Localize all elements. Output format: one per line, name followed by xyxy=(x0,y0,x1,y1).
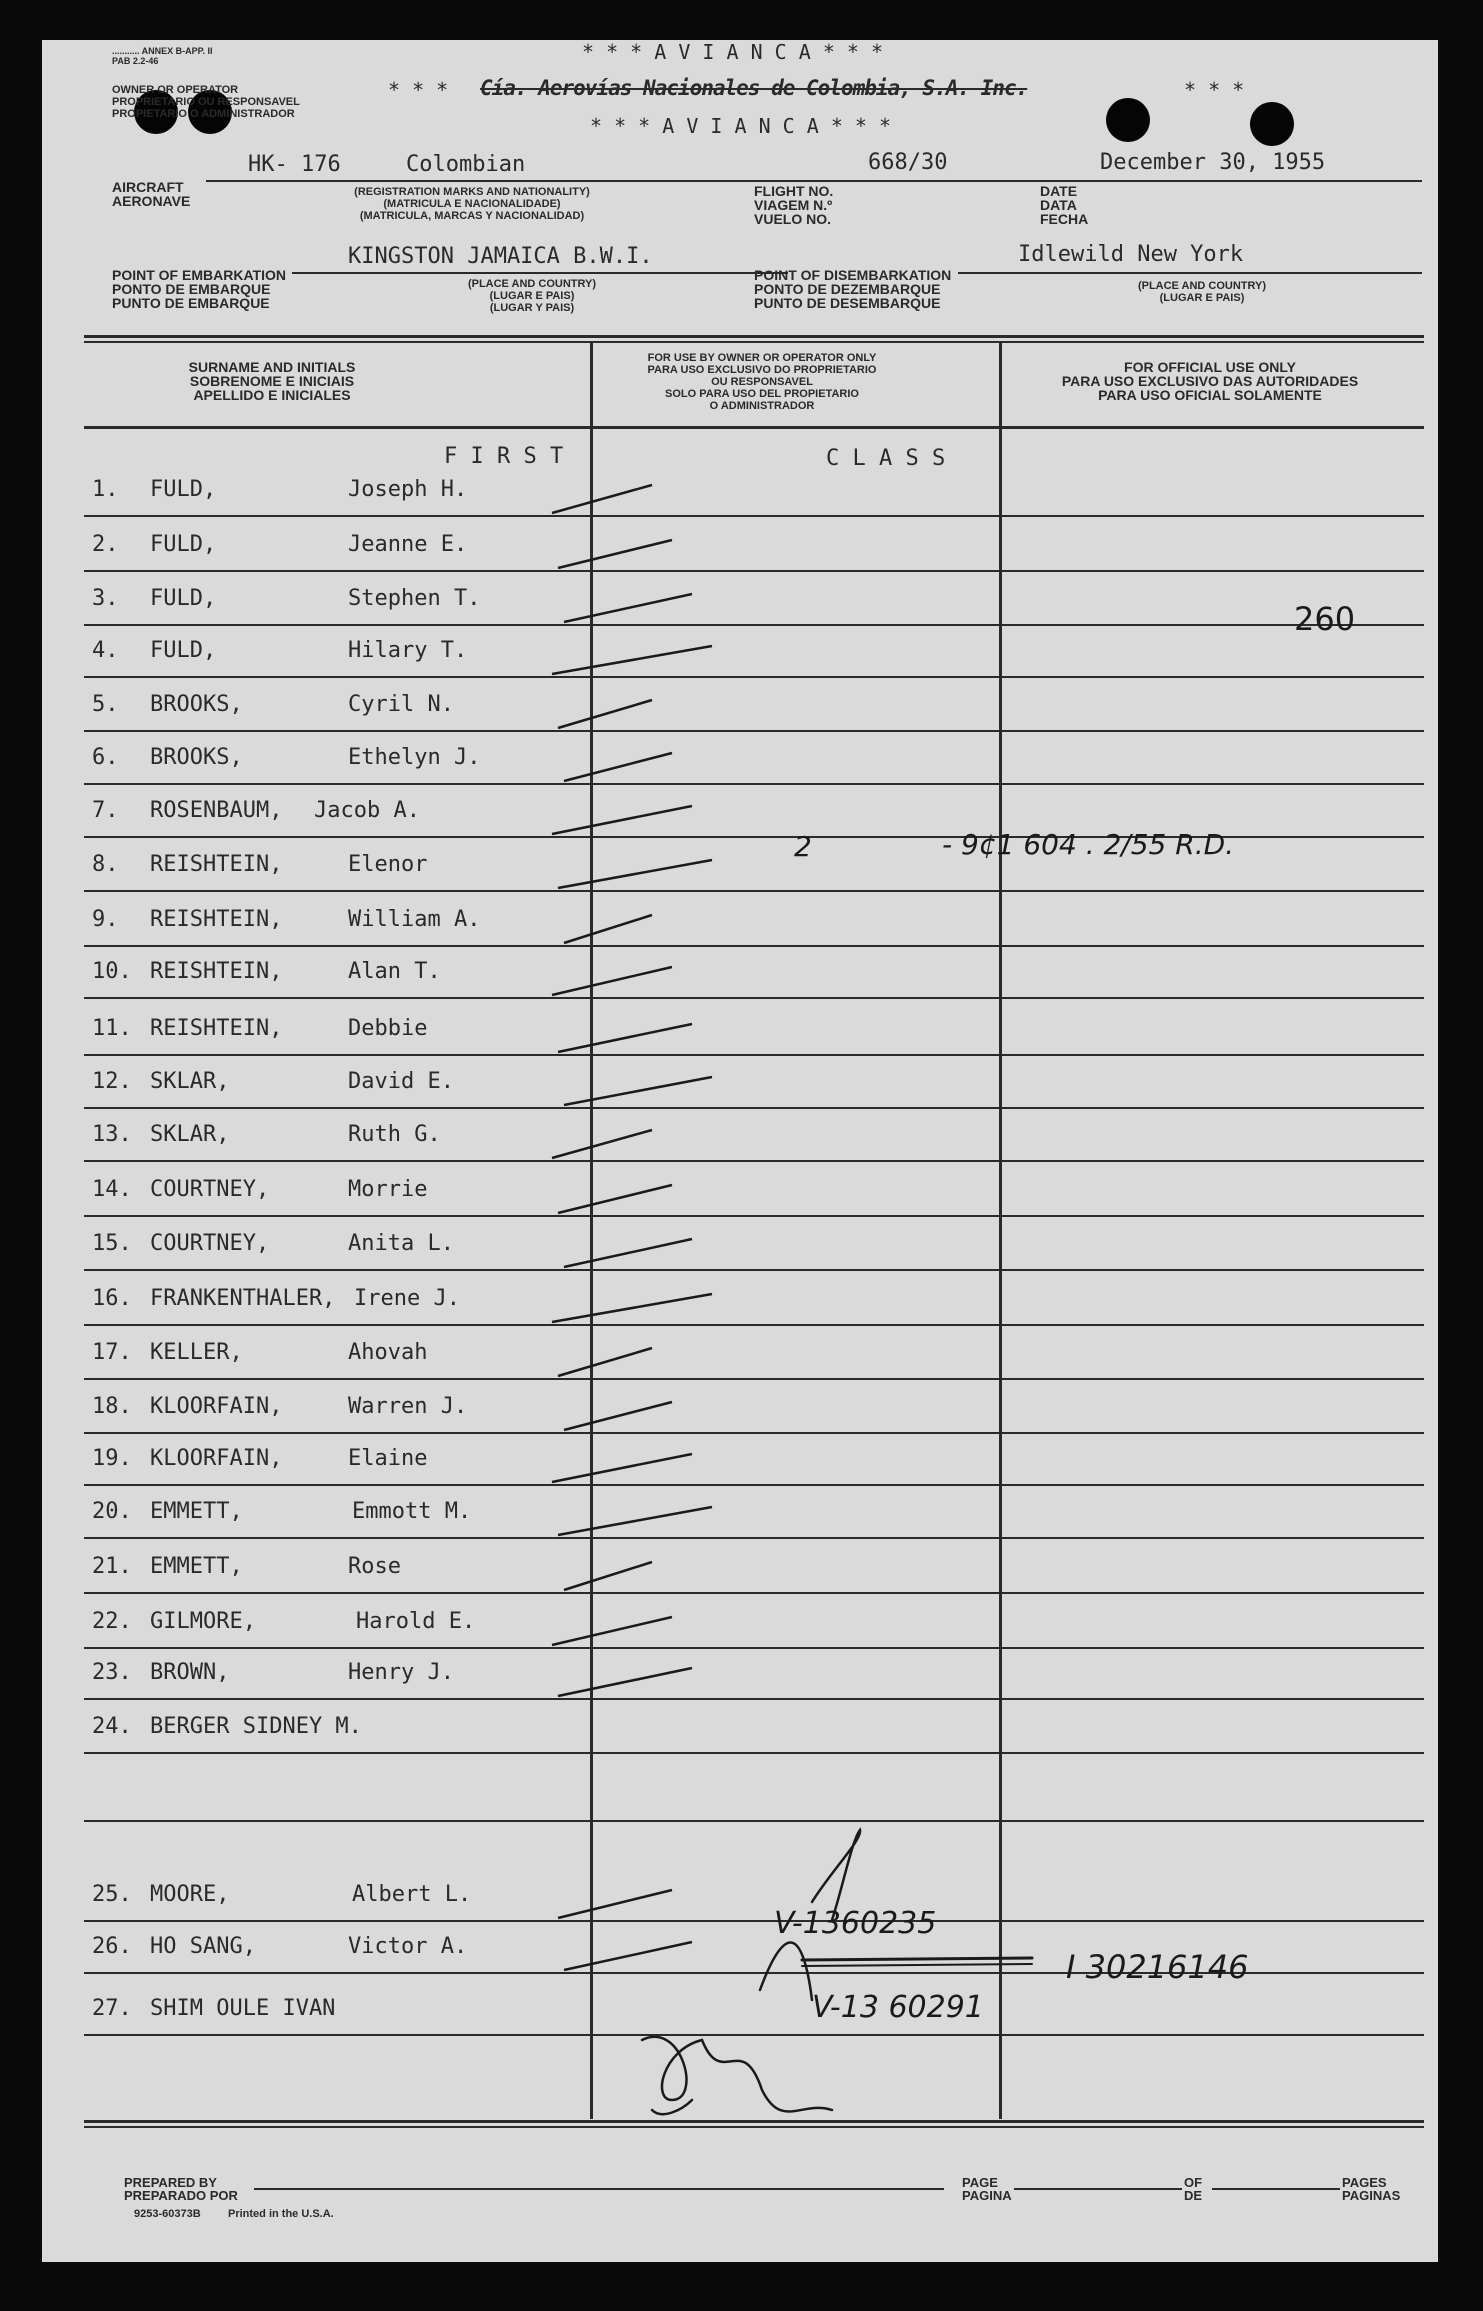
passenger-given-name: Morrie xyxy=(348,1177,428,1202)
row-number: 7. xyxy=(92,798,119,823)
check-mark xyxy=(558,1024,692,1052)
page-label: PAGE PAGINA xyxy=(962,2175,1012,2203)
row-number: 8. xyxy=(92,852,119,877)
airline-name-top: * * * A V I A N C A * * * xyxy=(582,40,884,64)
check-mark xyxy=(564,1402,672,1430)
row7-class-mark: 2 xyxy=(794,830,812,863)
passenger-surname: SHIM OULE IVAN xyxy=(150,1996,336,2021)
check-mark xyxy=(564,915,652,943)
row-number: 12. xyxy=(92,1069,132,1094)
disembarkation-label: POINT OF DISEMBARKATION PONTO DE DEZEMBARQUE PUNTO DE DESEMBARQUE xyxy=(754,267,952,311)
passenger-given-name: Jeanne E. xyxy=(348,532,468,557)
passenger-given-name: Elenor xyxy=(348,852,428,877)
passenger-given-name: Joseph H. xyxy=(348,477,468,502)
row-number: 25. xyxy=(92,1882,132,1907)
check-mark xyxy=(558,1890,672,1918)
check-mark xyxy=(558,540,672,568)
class-heading: C L A S S xyxy=(826,446,946,471)
passenger-given-name: William A. xyxy=(348,907,481,932)
passenger-surname: SKLAR, xyxy=(150,1069,230,1094)
passenger-surname: EMMETT, xyxy=(150,1499,243,1524)
passenger-surname: KLOORFAIN, xyxy=(150,1394,283,1419)
row-number: 24. xyxy=(92,1714,132,1739)
passenger-given-name: Emmott M. xyxy=(352,1499,472,1524)
embarkation-value: KINGSTON JAMAICA B.W.I. xyxy=(348,244,653,269)
owner-operator-label: OWNER OR OPERATOR PROPRIETARIO OU RESPONSAVEL PROPIETARIO O ADMINISTRADOR xyxy=(112,84,300,120)
passenger-surname: ROSENBAUM, xyxy=(150,798,283,823)
passenger-given-name: Hilary T. xyxy=(348,638,468,663)
check-mark xyxy=(552,806,692,834)
row-number: 15. xyxy=(92,1231,132,1256)
passenger-surname: FULD, xyxy=(150,532,217,557)
check-mark xyxy=(564,1239,692,1267)
of-label: OF DE xyxy=(1184,2175,1203,2203)
row-number: 21. xyxy=(92,1554,132,1579)
official-use-column-header: FOR OFFICIAL USE ONLY PARA USO EXCLUSIVO DAS AUTORIDADES PARA USO OFICIAL SOLAMENTE xyxy=(1061,359,1359,403)
passenger-given-name: Debbie xyxy=(348,1016,428,1041)
passenger-given-name: Elaine xyxy=(348,1446,428,1471)
row-number: 23. xyxy=(92,1660,132,1685)
passenger-surname: BROOKS, xyxy=(150,692,243,717)
check-mark xyxy=(552,646,712,674)
passenger-surname: BERGER SIDNEY M. xyxy=(150,1714,362,1739)
row-number: 2. xyxy=(92,532,119,557)
check-mark xyxy=(558,1507,712,1535)
visa-number-25: V-1360235 xyxy=(774,1906,937,1941)
passenger-surname: EMMETT, xyxy=(150,1554,243,1579)
check-mark xyxy=(552,1617,672,1645)
passenger-given-name: Stephen T. xyxy=(348,586,481,611)
passenger-surname: SKLAR, xyxy=(150,1122,230,1147)
row-number: 26. xyxy=(92,1934,132,1959)
passenger-given-name: Harold E. xyxy=(356,1609,476,1634)
check-mark xyxy=(558,1348,652,1376)
aircraft-value: HK- 176 xyxy=(248,152,341,177)
row-number: 14. xyxy=(92,1177,132,1202)
stars-right: * * * xyxy=(1184,78,1245,102)
passenger-surname: COURTNEY, xyxy=(150,1177,270,1202)
row-number: 4. xyxy=(92,638,119,663)
passenger-given-name: Cyril N. xyxy=(348,692,454,717)
check-mark xyxy=(564,753,672,781)
passenger-given-name: Ruth G. xyxy=(348,1122,441,1147)
check-mark xyxy=(564,594,692,622)
passenger-surname: REISHTEIN, xyxy=(150,1016,283,1041)
passenger-given-name: Victor A. xyxy=(348,1934,468,1959)
row-number: 22. xyxy=(92,1609,132,1634)
row-number: 13. xyxy=(92,1122,132,1147)
stars-left: * * * xyxy=(388,78,449,102)
passenger-surname: MOORE, xyxy=(150,1882,230,1907)
registration-label: (REGISTRATION MARKS AND NATIONALITY) (MATRICULA E NACIONALIDADE) (MATRICULA, MARCAS Y NACIONALIDAD) xyxy=(354,186,590,222)
passenger-surname: KELLER, xyxy=(150,1340,243,1365)
prepared-by-label: PREPARED BY PREPARADO POR xyxy=(124,2175,238,2203)
flight-no-label: FLIGHT NO. VIAGEM N.º VUELO NO. xyxy=(754,183,834,227)
passenger-given-name: Warren J. xyxy=(348,1394,468,1419)
passenger-surname: FULD, xyxy=(150,586,217,611)
row7-note: - 9¢1 604 . 2/55 R.D. xyxy=(942,828,1235,861)
check-mark xyxy=(558,1668,692,1696)
check-mark xyxy=(558,700,652,728)
row-number: 6. xyxy=(92,745,119,770)
surname-column-header: SURNAME AND INITIALS SOBRENOME E INICIAIS APELLIDO E INICIALES xyxy=(188,359,356,403)
official-number-260: 260 xyxy=(1294,600,1356,638)
row-number: 18. xyxy=(92,1394,132,1419)
printed-in-usa: Printed in the U.S.A. xyxy=(228,2208,334,2220)
check-marks xyxy=(42,40,1438,2262)
passenger-surname: GILMORE, xyxy=(150,1609,256,1634)
flight-no-value: 668/30 xyxy=(868,150,948,175)
passenger-surname: HO SANG, xyxy=(150,1934,256,1959)
visa-number-26-official: I 30216146 xyxy=(1066,1948,1249,1986)
row-number: 5. xyxy=(92,692,119,717)
date-value: December 30, 1955 xyxy=(1100,150,1326,175)
check-mark xyxy=(552,1294,712,1322)
check-mark xyxy=(552,485,652,513)
row-number: 16. xyxy=(92,1286,132,1311)
row-number: 11. xyxy=(92,1016,132,1041)
row-number: 19. xyxy=(92,1446,132,1471)
owner-use-column-header: FOR USE BY OWNER OR OPERATOR ONLY PARA USO EXCLUSIVO DO PROPRIETARIO OU RESPONSAVEL SOLO PARA USO DEL PROPIETARIO O ADMINISTRADOR xyxy=(647,352,877,412)
row-number: 3. xyxy=(92,586,119,611)
passenger-surname: REISHTEIN, xyxy=(150,852,283,877)
check-mark xyxy=(558,860,712,888)
row-number: 10. xyxy=(92,959,132,984)
row-number: 9. xyxy=(92,907,119,932)
date-label: DATE DATA FECHA xyxy=(1040,183,1089,227)
nationality-value: Colombian xyxy=(406,152,526,177)
check-mark xyxy=(552,967,672,995)
passenger-surname: FULD, xyxy=(150,477,217,502)
row-number: 1. xyxy=(92,477,119,502)
row-number: 20. xyxy=(92,1499,132,1524)
check-mark xyxy=(552,1454,692,1482)
embarkation-label: POINT OF EMBARKATION PONTO DE EMBARQUE PUNTO DE EMBARQUE xyxy=(112,267,286,311)
passenger-given-name: Alan T. xyxy=(348,959,441,984)
passenger-given-name: Henry J. xyxy=(348,1660,454,1685)
passenger-surname: BROOKS, xyxy=(150,745,243,770)
disembarkation-place-label: (PLACE AND COUNTRY) (LUGAR E PAIS) xyxy=(1137,280,1267,304)
row-number: 17. xyxy=(92,1340,132,1365)
disembarkation-value: Idlewild New York xyxy=(1018,242,1244,267)
passenger-surname: FRANKENTHALER, xyxy=(150,1286,336,1311)
check-mark xyxy=(564,1942,692,1970)
passenger-surname: REISHTEIN, xyxy=(150,959,283,984)
first-heading: F I R S T xyxy=(444,444,564,469)
passenger-given-name: Anita L. xyxy=(348,1231,454,1256)
airline-name-bottom: * * * A V I A N C A * * * xyxy=(590,114,892,138)
check-mark xyxy=(564,1077,712,1105)
passenger-surname: COURTNEY, xyxy=(150,1231,270,1256)
passenger-given-name: Rose xyxy=(348,1554,401,1579)
passenger-given-name: Ahovah xyxy=(348,1340,428,1365)
passenger-surname: BROWN, xyxy=(150,1660,230,1685)
visa-number-26: V-13 60291 xyxy=(812,1990,984,2025)
airline-name-struck: Cía. Aerovías Nacionales de Colombia, S.A. Inc. xyxy=(480,76,1028,100)
passenger-surname: FULD, xyxy=(150,638,217,663)
check-mark xyxy=(552,1130,652,1158)
form-reference: ........... ANNEX B-APP. II PAB 2.2-46 xyxy=(112,46,213,66)
manifest-sheet xyxy=(42,40,1438,2262)
check-mark xyxy=(564,1562,652,1590)
passenger-given-name: Albert L. xyxy=(352,1882,472,1907)
embarkation-place-label: (PLACE AND COUNTRY) (LUGAR E PAIS) (LUGAR Y PAIS) xyxy=(467,278,597,314)
passenger-surname: REISHTEIN, xyxy=(150,907,283,932)
passenger-given-name: David E. xyxy=(348,1069,454,1094)
form-number: 9253-60373B xyxy=(134,2208,201,2220)
passenger-given-name: Jacob A. xyxy=(314,798,420,823)
aircraft-label: AIRCRAFT AERONAVE xyxy=(112,179,191,209)
passenger-surname: KLOORFAIN, xyxy=(150,1446,283,1471)
passenger-given-name: Irene J. xyxy=(354,1286,460,1311)
check-mark xyxy=(558,1185,672,1213)
passenger-given-name: Ethelyn J. xyxy=(348,745,481,770)
row-number: 27. xyxy=(92,1996,132,2021)
pages-label: PAGES PAGINAS xyxy=(1342,2175,1401,2203)
